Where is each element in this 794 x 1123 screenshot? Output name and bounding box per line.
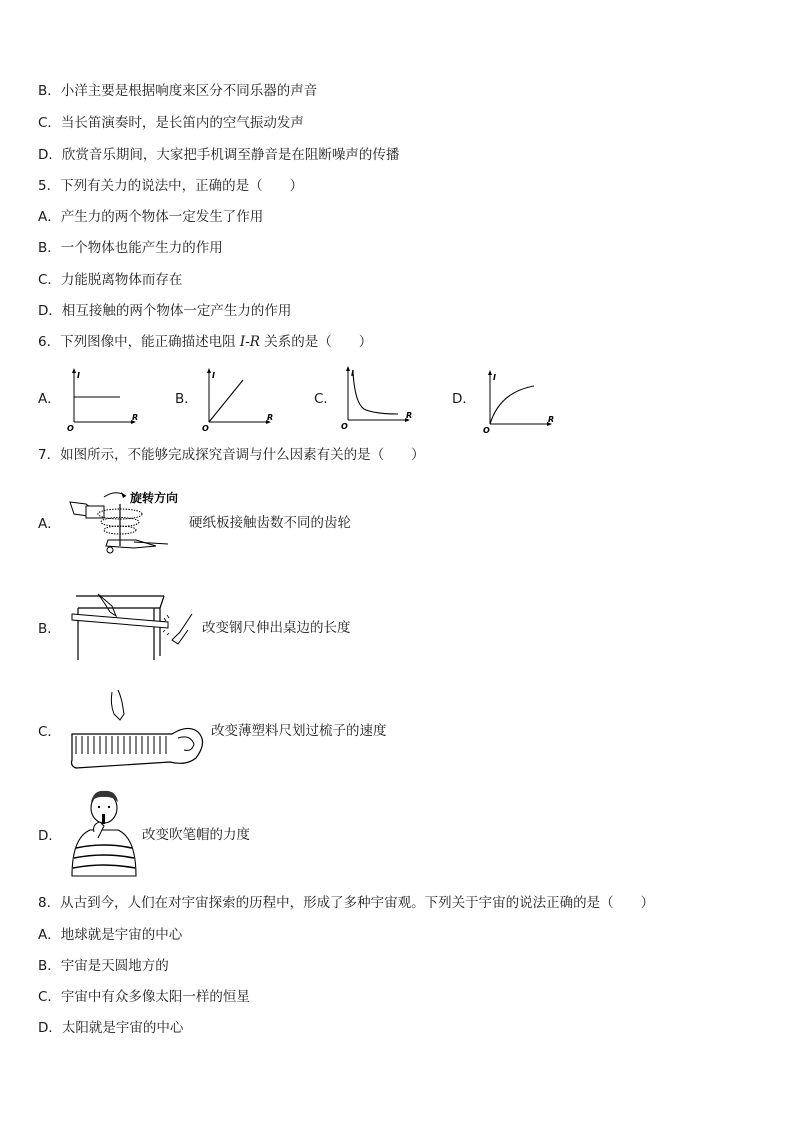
q6-graph-b bbox=[197, 364, 277, 434]
q8-option-d: D．太阳就是宇宙的中心 bbox=[38, 1020, 184, 1036]
q6-stem-pre: 6．下列图像中，能正确描述电阻 bbox=[38, 334, 240, 350]
q7-figure-ruler bbox=[68, 588, 200, 664]
origin-label: O bbox=[483, 426, 490, 435]
gear-base bbox=[106, 540, 156, 548]
curve-rising bbox=[490, 386, 534, 424]
axis-label-x: R bbox=[267, 413, 274, 422]
q7-option-c-label: C． bbox=[38, 724, 61, 740]
q5-option-a: A．产生力的两个物体一定发生了作用 bbox=[38, 209, 264, 225]
axis-label-y: I bbox=[212, 371, 215, 380]
q7-figure-comb bbox=[66, 686, 212, 772]
axis-label-x: R bbox=[406, 411, 413, 420]
q4-option-d: D．欣赏音乐期间，大家把手机调至静音是在阻断噪声的传播 bbox=[38, 147, 400, 163]
table-corner bbox=[160, 596, 164, 608]
q8-option-c: C．宇宙中有众多像太阳一样的恒星 bbox=[38, 989, 250, 1005]
hand-with-ruler bbox=[111, 690, 124, 720]
origin-label: O bbox=[202, 424, 209, 433]
q5-option-d: D．相互接触的两个物体一定产生力的作用 bbox=[38, 303, 292, 319]
curve-linear bbox=[209, 380, 243, 422]
q7-option-b-caption: 改变钢尺伸出桌边的长度 bbox=[202, 620, 351, 636]
axis-label-y: I bbox=[351, 369, 354, 378]
q6-graph-d bbox=[478, 366, 558, 436]
boy-eye-right bbox=[108, 806, 110, 808]
pen-cap bbox=[102, 814, 105, 824]
q5-option-b: B．一个物体也能产生力的作用 bbox=[38, 240, 223, 256]
q7-option-a-label: A． bbox=[38, 516, 61, 532]
q7-stem: 7．如图所示，不能够完成探究音调与什么因素有关的是（ ） bbox=[38, 447, 425, 463]
rotation-direction-label: 旋转方向 bbox=[130, 491, 179, 505]
q5-stem: 5．下列有关力的说法中，正确的是（ ） bbox=[38, 178, 304, 194]
q5-option-c: C．力能脱离物体而存在 bbox=[38, 272, 183, 288]
q7-option-b-label: B． bbox=[38, 621, 61, 637]
origin-label: O bbox=[67, 424, 74, 433]
plucking-hand bbox=[172, 614, 192, 644]
q8-option-b: B．宇宙是天圆地方的 bbox=[38, 958, 169, 974]
q7-figure-boy bbox=[64, 788, 144, 878]
q6-option-a-label: A． bbox=[38, 391, 61, 407]
q6-graph-a bbox=[62, 364, 142, 434]
pressing-hand bbox=[98, 594, 116, 616]
q4-option-c: C．当长笛演奏时，是长笛内的空气振动发声 bbox=[38, 115, 304, 131]
q7-option-d-label: D． bbox=[38, 828, 62, 844]
q7-option-d-caption: 改变吹笔帽的力度 bbox=[142, 827, 250, 843]
curve-inverse bbox=[353, 372, 398, 414]
q6-stem bbox=[38, 333, 372, 351]
q6-option-d-label: D． bbox=[452, 391, 476, 407]
axis-label-x: R bbox=[548, 415, 555, 424]
axis-label-y: I bbox=[493, 373, 496, 382]
comb-body bbox=[72, 728, 203, 768]
y-axis-arrow bbox=[207, 368, 211, 373]
q8-stem: 8．从古到今，人们在对宇宙探索的历程中，形成了多种宇宙观。下列关于宇宙的说法正确的是（ ） bbox=[38, 895, 655, 911]
q7-option-c-caption: 改变薄塑料尺划过梳子的速度 bbox=[211, 723, 387, 739]
q6-graph-c bbox=[336, 362, 416, 432]
q6-option-b-label: B． bbox=[175, 391, 198, 407]
q6-stem-post: 关系的是（ ） bbox=[259, 334, 373, 350]
axis-label-y: I bbox=[77, 371, 80, 380]
q6-stem-variable: I-R bbox=[239, 334, 260, 350]
crank-handle bbox=[134, 542, 168, 544]
axis-label-x: R bbox=[132, 413, 139, 422]
boy-sweater bbox=[72, 830, 136, 876]
boy-eye-left bbox=[98, 806, 100, 808]
y-axis-arrow bbox=[488, 370, 492, 375]
q8-option-a: A．地球就是宇宙的中心 bbox=[38, 927, 183, 943]
y-axis-arrow bbox=[72, 368, 76, 373]
base-knob bbox=[107, 547, 113, 553]
q7-figure-gears bbox=[64, 486, 194, 558]
q6-option-c-label: C． bbox=[314, 391, 337, 407]
y-axis-arrow bbox=[346, 366, 350, 371]
q7-option-a-caption: 硬纸板接触齿数不同的齿轮 bbox=[189, 515, 351, 531]
origin-label: O bbox=[341, 422, 348, 431]
q4-option-b: B．小洋主要是根据响度来区分不同乐器的声音 bbox=[38, 83, 318, 99]
